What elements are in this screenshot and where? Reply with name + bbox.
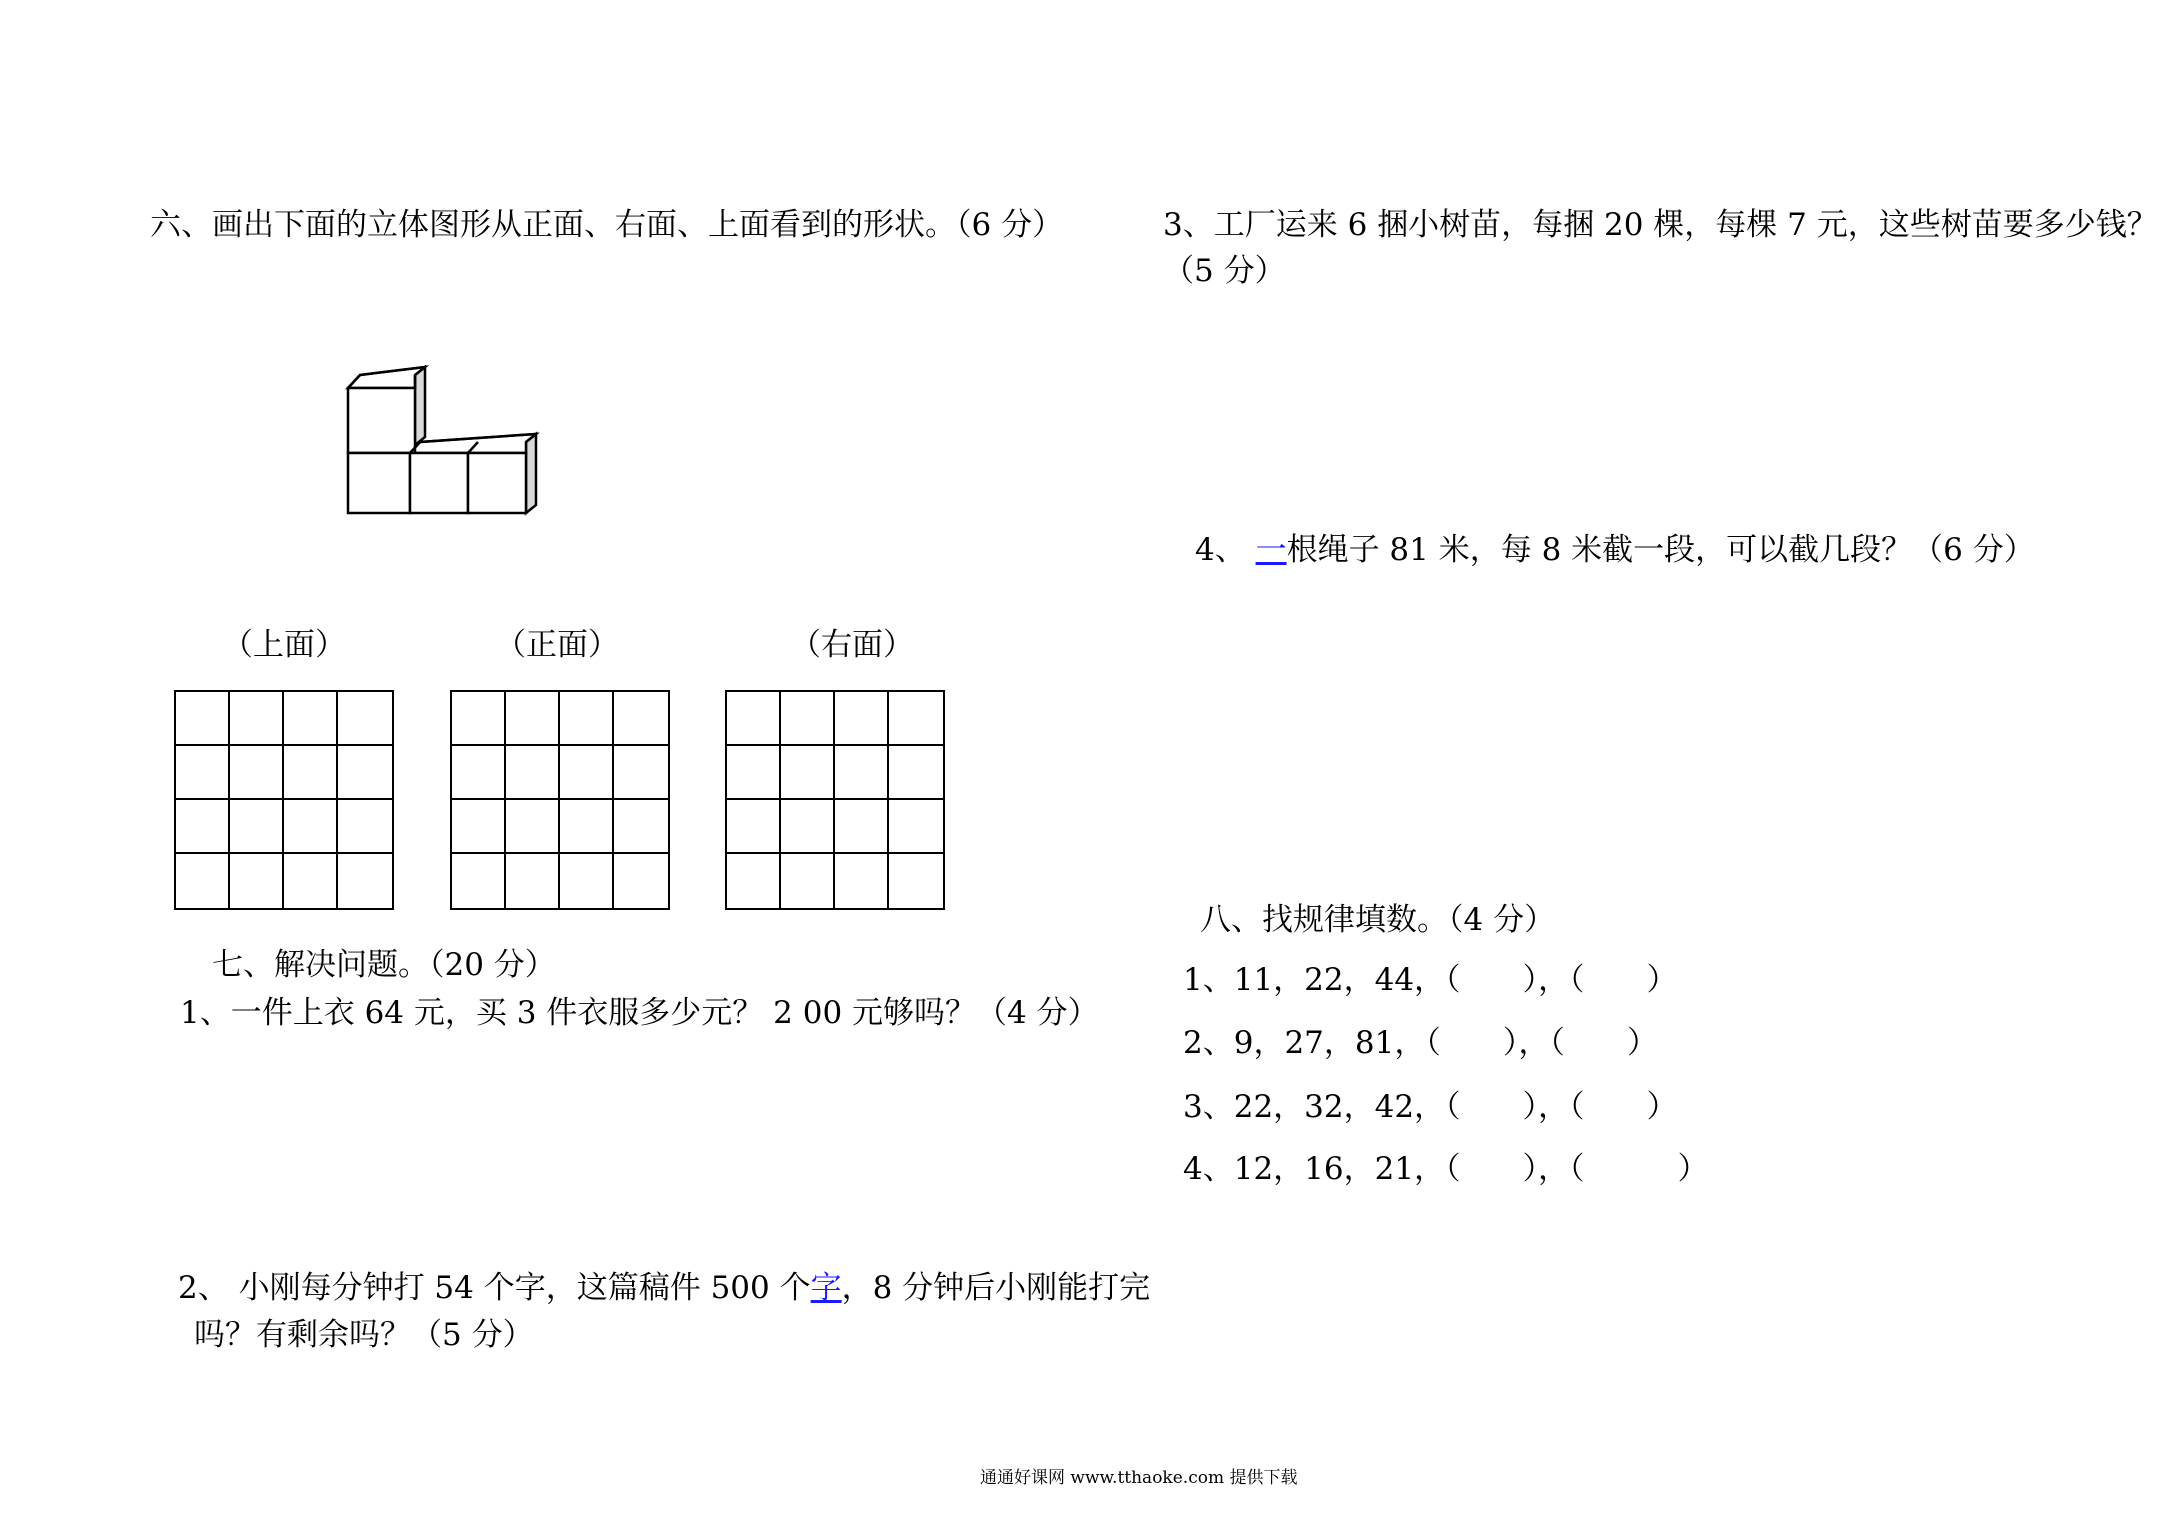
view-label-front: （正面） [495,627,619,663]
grid-front-view[interactable] [450,690,670,910]
view-label-top: （上面） [222,627,346,663]
sequence-1: 1、11，22，44，（ ），（ ） [1183,962,1678,998]
section-7-title: 七、解决问题。（20 分） [212,947,556,983]
cube-side-right [526,434,536,513]
cube-top-row [410,434,536,453]
question-4 [1195,532,2035,568]
question-4-prefix: 4、 [1195,532,1256,568]
grid-top-view[interactable] [174,690,394,910]
view-label-right: （右面） [790,627,914,663]
section-8-title: 八、找规律填数。（4 分） [1200,902,1556,938]
question-4-suffix: 根绳子 81 米，每 8 米截一段，可以截几段？（6 分） [1286,532,2035,568]
sequence-4: 4、12，16，21，（ ），（ ） [1183,1151,1709,1187]
section-6-title: 六、画出下面的立体图形从正面、右面、上面看到的形状。（6 分） [150,207,1064,243]
question-2-suffix: ，8 分钟后小刚能打完 [841,1270,1151,1306]
question-2-link[interactable]: 字 [810,1270,842,1306]
question-2-line-2: 吗？有剩余吗？（5 分） [194,1317,534,1353]
cube-front-lower-2 [410,453,468,513]
question-3-line-2: （5 分） [1163,253,1286,289]
cube-front-lower-1 [348,453,410,513]
cube-front-lower-3 [468,453,526,513]
sequence-2: 2、9，27，81，（ ），（ ） [1183,1025,1658,1061]
question-4-link[interactable]: 一 [1255,532,1287,568]
cube-figure [340,365,540,535]
question-2-line-1 [178,1270,1151,1306]
cube-top-top [348,367,425,388]
cube-front-upper [348,388,415,453]
question-2-prefix: 2、 小刚每分钟打 54 个字，这篇稿件 500 个 [178,1270,811,1306]
grid-right-view[interactable] [725,690,945,910]
cube-side-top [415,367,425,445]
question-1: 1、一件上衣 64 元，买 3 件衣服多少元？ 2 00 元够吗？（4 分） [180,995,1099,1031]
question-3-line-1: 3、工厂运来 6 捆小树苗，每捆 20 棵，每棵 7 元，这些树苗要多少钱？ [1163,207,2158,243]
sequence-3: 3、22，32，42，（ ），（ ） [1183,1089,1678,1125]
footer-text: 通通好课网 www.tthaoke.com 提供下载 [980,1468,1298,1488]
